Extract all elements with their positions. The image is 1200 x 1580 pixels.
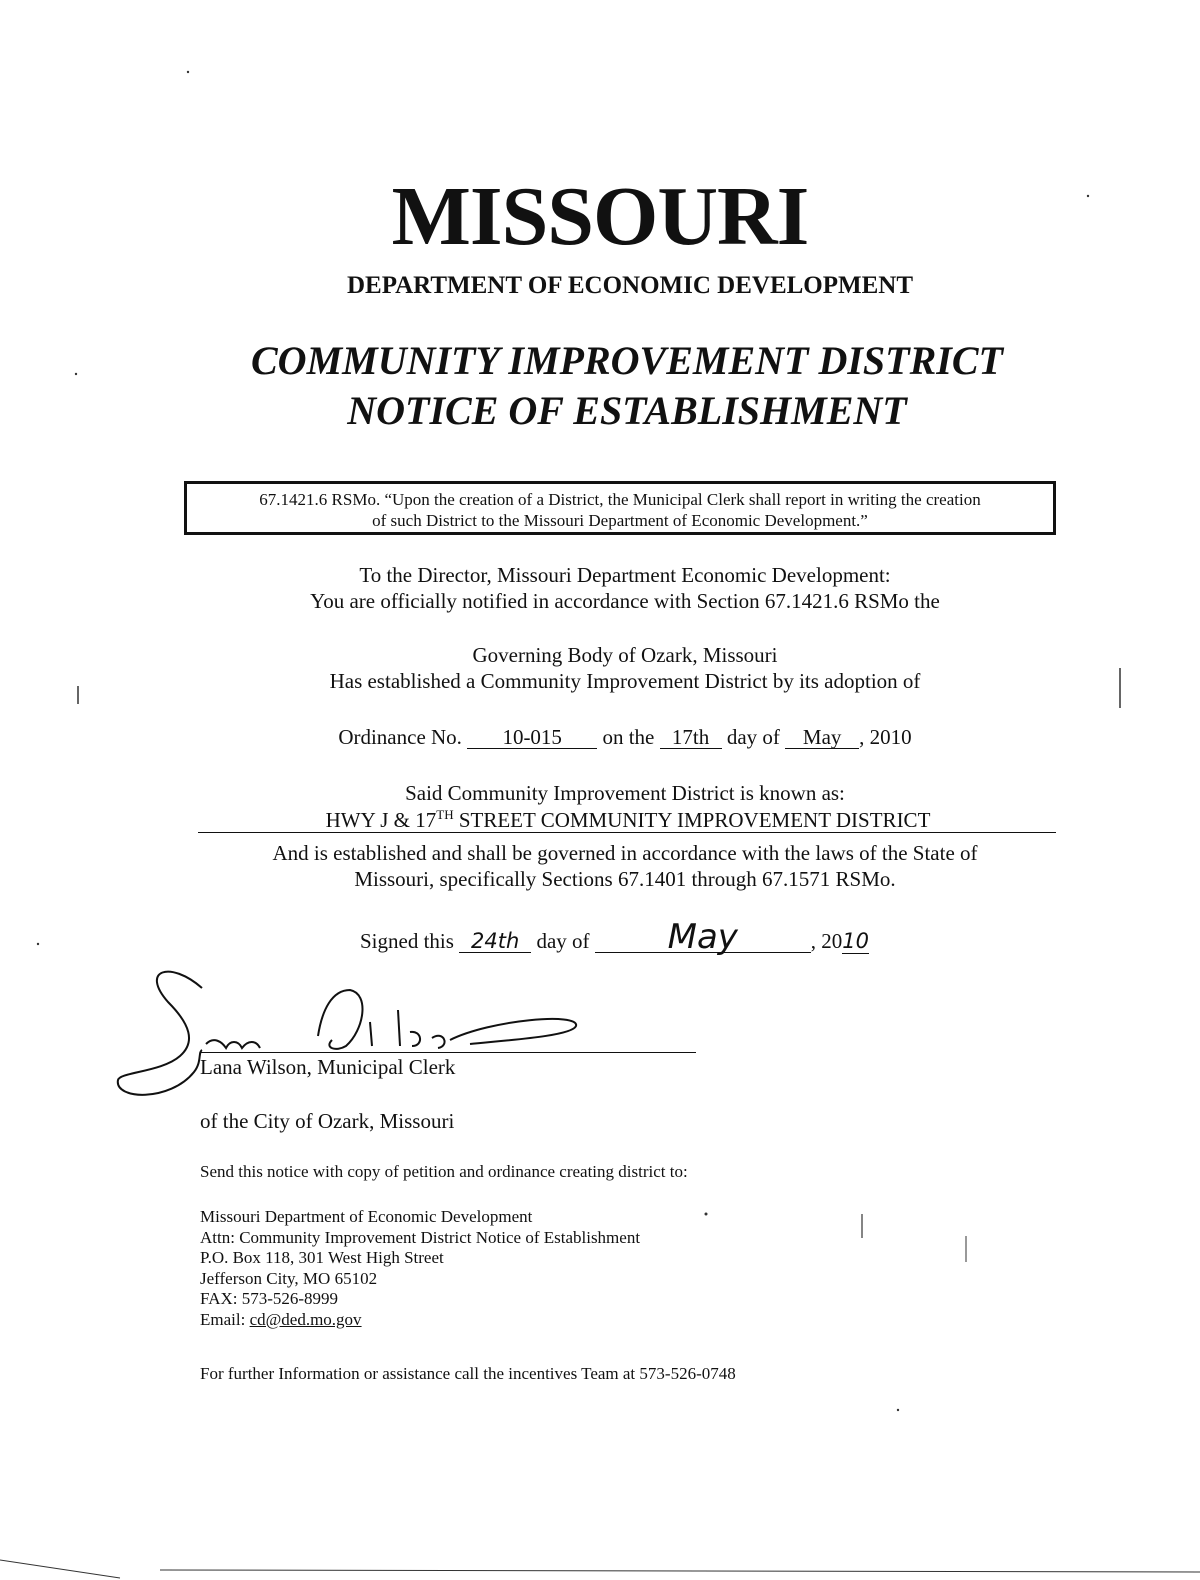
ordinance-line [0,725,1200,750]
on-the-label: on the [602,725,655,749]
salutation: To the Director, Missouri Department Economic Development: [359,563,891,587]
signed-day: 24th [459,930,531,953]
form-title-line1: COMMUNITY IMPROVEMENT DISTRICT [251,338,1003,383]
form-title [0,336,1200,436]
district-name-pre: HWY J & 17 [325,808,437,832]
clerk-city: of the City of Ozark, Missouri [200,1109,455,1133]
email-link[interactable]: cd@ded.mo.gov [249,1309,362,1329]
address-line1: Missouri Department of Economic Development [200,1207,533,1226]
statute-line1: 67.1421.6 RSMo. “Upon the creation of a District, the Municipal Clerk shall report in writing the creation [259,490,981,509]
governed-line2: Missouri, specifically Sections 67.1401 through 67.1571 RSMo. [354,867,896,891]
ordinance-number: 10-015 [467,726,597,749]
clerk-signature [110,960,610,1110]
known-as: Said Community Improvement District is known as: [405,781,845,805]
ordinance-month: May [785,726,859,749]
email-label: Email: [200,1309,250,1329]
signed-this-label: Signed this [360,929,454,953]
statute-box [184,481,1056,535]
signed-line [360,917,920,957]
clerk-name: Lana Wilson, Municipal Clerk [200,1055,456,1079]
district-name-rule [198,832,1056,833]
notified-text: You are officially notified in accordance with Section 67.1421.6 RSMo the [310,589,940,613]
address-line4: Jefferson City, MO 65102 [200,1268,378,1288]
signed-day-of-label: day of [536,929,590,953]
district-name-post: STREET COMMUNITY IMPROVEMENT DISTRICT [453,808,931,832]
district-name-sup: TH [436,807,454,822]
ordinance-year: , 2010 [859,725,912,749]
mailing-address [200,1207,900,1330]
signed-month: May [595,922,811,953]
form-title-line2: NOTICE OF ESTABLISHMENT [347,388,907,433]
email-line [200,1310,900,1331]
assistance-text: For further Information or assistance call the incentives Team at 573-526-0748 [200,1364,736,1383]
governing-body: Governing Body of Ozark, Missouri [472,643,778,667]
statute-line2: of such District to the Missouri Department of Economic Development.” [372,511,868,530]
mailing-instruction: Send this notice with copy of petition and ordinance creating district to: [200,1162,688,1181]
signed-year-suffix: 10 [842,929,869,953]
address-line2: Attn: Community Improvement District Notice of Establishment [200,1227,641,1247]
ordinance-label: Ordinance No. [338,725,462,749]
fax-number: FAX: 573-526-8999 [200,1289,339,1308]
district-name [0,807,1200,833]
address-line3: P.O. Box 118, 301 West High Street [200,1248,444,1267]
page-title: MISSOURI [391,170,809,263]
signed-year-prefix: , 20 [810,929,843,953]
established-text: Has established a Community Improvement District by its adoption of [329,669,921,693]
day-of-label: day of [726,725,780,749]
governed-line1: And is established and shall be governed in accordance with the laws of the State of [272,841,978,865]
signature-line [200,1052,696,1053]
ordinance-day: 17th [660,726,722,749]
department-name: DEPARTMENT OF ECONOMIC DEVELOPMENT [346,272,914,299]
